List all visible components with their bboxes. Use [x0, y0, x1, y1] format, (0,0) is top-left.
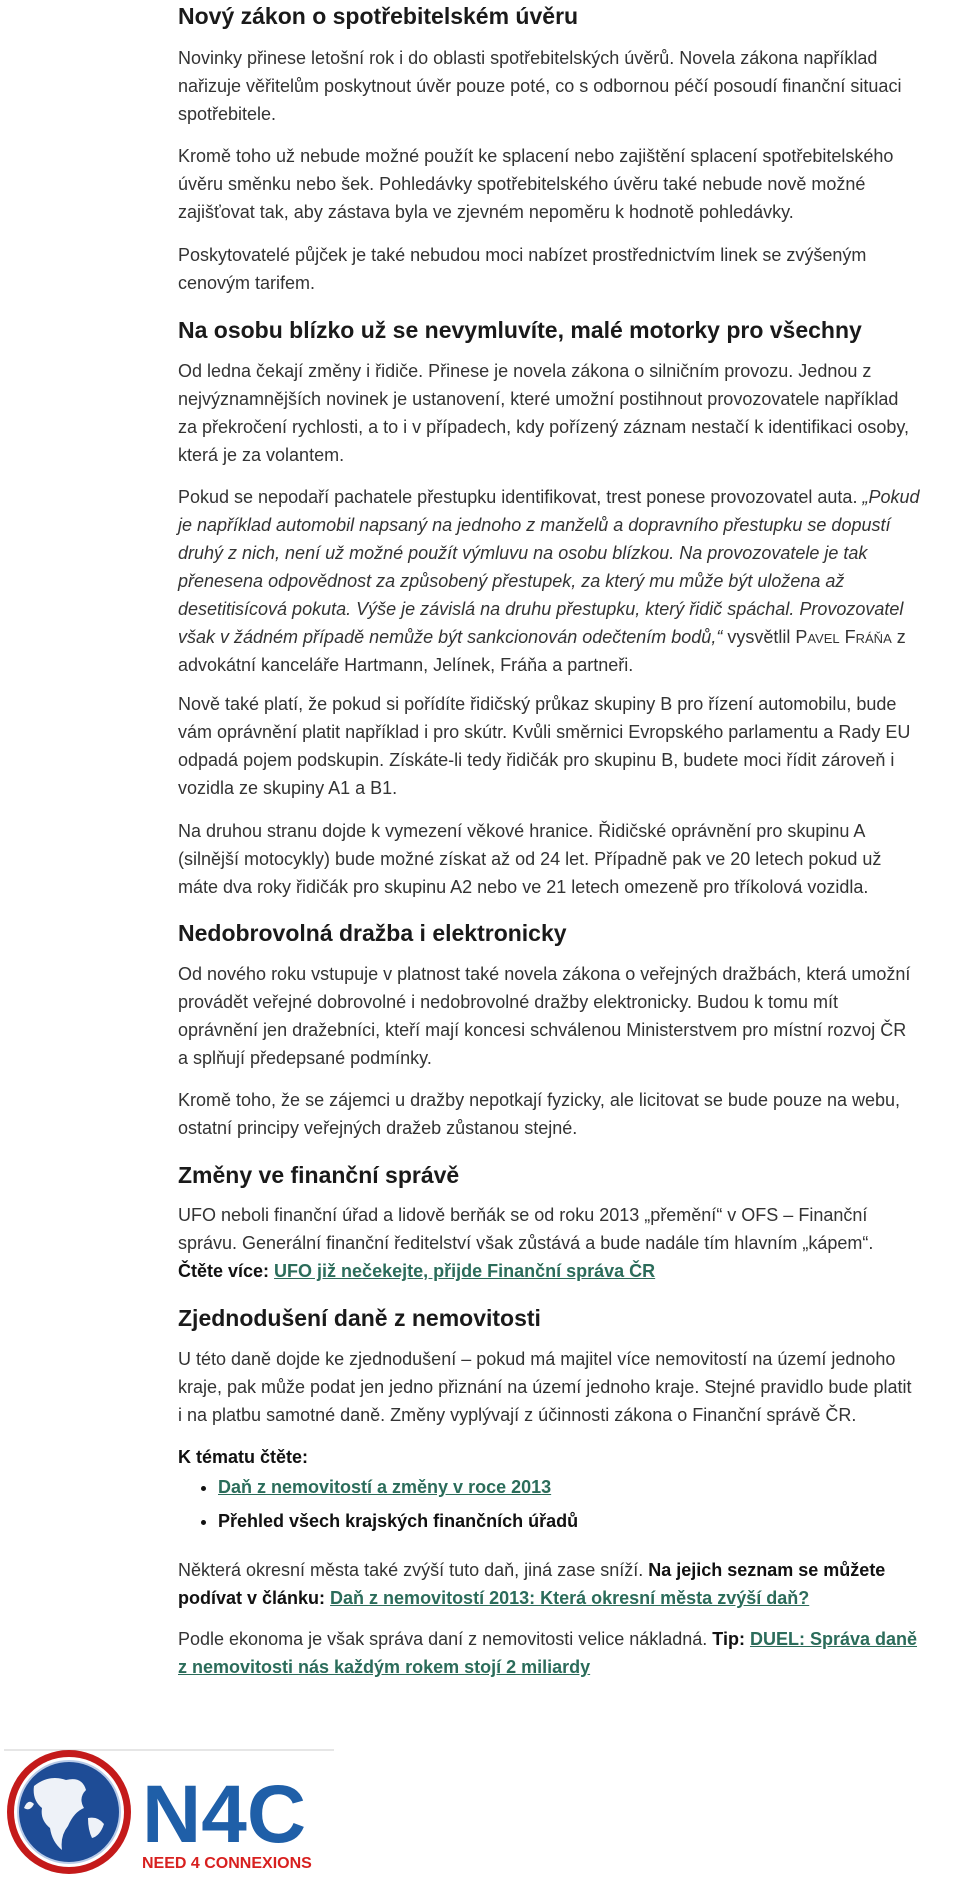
quote: „Pokud je například automobil napsaný na jednoho z manželů a dopravního přestupku se dopustí druhý z nich, není už možné použít výmluvu na osobu blízkou. Na provozovatele je tak přenesena odpovědnost za způsobený přestupek, za který mu může být uložena až desetitisícová pokuta. Výše je závislá na druhu přestupku, který řidič spáchal. Provozovatel však v žádném případě nemůže být sankcionován odečtením bodů,“ — [178, 487, 920, 647]
paragraph: Od ledna čekají změny i řidiče. Přinese je novela zákona o silničním provozu. Jednou z nejvýznamnějších novinek je ustanovení, které umožní postihnout provozovatele například za překročení rychlosti, a to i v případech, kdy pořízený záznam nestačí k identifikaci osoby, která je za volantem. — [178, 361, 910, 465]
paragraph: Nově také platí, že pokud si pořídíte řidičský průkaz skupiny B pro řízení automobilu, bude vám oprávnění platit například i pro skútr. Kvůli směrnici Evropského parlamentu a Rady EU odpadá pojem podskupin. Získáte-li tedy řidičák pro skupinu B, budete moci řídit zároveň i vozidla ze skupiny A1 a B1. — [178, 694, 911, 798]
paragraph: Kromě toho už nebude možné použít ke splacení nebo zajištění splacení spotřebitelského úvěru směnku nebo šek. Pohledávky spotřebitelského úvěru také nebude nově možné zajišťovat tak, aby zástava byla ve zjevném nepoměru k hodnotě pohledávky. — [178, 146, 894, 222]
paragraph: Od nového roku vstupuje v platnost také novela zákona o veřejných dražbách, která umožní provádět veřejné dobrovolné i nedobrovolné dražby elektronicky. Budou k tomu mít oprávnění jen dražebníci, kteří mají koncesi schválenou Ministerstvem pro místní rozvoj ČR a splňují předepsané podmínky. — [178, 964, 911, 1068]
bold-text: Na jejich seznam se můžete podívat v článku: — [178, 1560, 886, 1608]
paragraph: Novinky přinese letošní rok i do oblasti spotřebitelských úvěrů. Novela zákona například nařizuje věřitelům poskytnout úvěr pouze poté, co s odbornou péčí posoudí finanční situaci spotřebitele. — [178, 48, 902, 124]
link-district-cities[interactable]: Daň z nemovitostí 2013: Která okresní města zvýší daň? — [330, 1588, 810, 1608]
logo-mark: N4C — [142, 1769, 307, 1860]
read-more-label: Čtěte více: — [178, 1261, 275, 1281]
paragraph: Poskytovatelé půjček je také nebudou moci nabízet prostřednictvím linek se zvýšeným cenovým tarifem. — [178, 245, 867, 293]
paragraph-text: Některá okresní města také zvýší tuto daň, jiná zase sníží. — [178, 1560, 649, 1580]
paragraph-text: Pokud se nepodaří pachatele přestupku identifikovat, trest ponese provozovatel auta. — [178, 487, 863, 507]
logo-tagline: NEED 4 CONNEXIONS — [142, 1855, 312, 1872]
paragraph: Na druhou stranu dojde k vymezení věkové hranice. Řidičské oprávnění pro skupinu A (silnější motocykly) bude možné získat až od 24 let. Případně pak ve 20 letech pokud už máte dva roky řidičák pro skupinu A2 nebo ve 21 letech omezeně pro tříkolová vozidla. — [178, 821, 882, 897]
n4c-logo — [4, 1746, 344, 1876]
paragraph-text: vysvětlil — [722, 627, 796, 647]
heading-consumer-credit: Nový zákon o spotřebitelském úvěru — [178, 3, 579, 29]
paragraph — [178, 1625, 920, 1681]
paragraph-text: z advokátní kanceláře Hartmann, Jelínek, Fráňa a partneři. — [178, 627, 906, 675]
topic-list — [178, 1470, 578, 1538]
paragraph — [178, 483, 920, 679]
paragraph-text: Podle ekonoma je však správa daní z nemovitosti velice nákladná. — [178, 1629, 713, 1649]
list-item — [218, 1470, 578, 1504]
heading-property-tax: Zjednodušení daně z nemovitosti — [178, 1305, 541, 1331]
heading-financial-admin: Změny ve finanční správě — [178, 1162, 460, 1188]
heading-auction: Nedobrovolná dražba i elektronicky — [178, 920, 567, 946]
heading-close-person: Na osobu blízko už se nevymluvíte, malé motorky pro všechny — [178, 317, 862, 343]
tip-label: Tip: — [712, 1629, 750, 1649]
link-duel[interactable]: DUEL: Správa daně z nemovitosti nás každým rokem stojí 2 miliardy — [178, 1629, 918, 1677]
paragraph — [178, 1201, 920, 1285]
paragraph-text: UFO neboli finanční úřad a lidově berňák se od roku 2013 „přemění“ v OFS – Finanční správu. Generální finanční ředitelství však zůstává a bude nadále tím hlavním „kápem“. — [178, 1205, 874, 1253]
paragraph — [178, 1556, 920, 1612]
link-ufo[interactable]: UFO již nečekejte, přijde Finanční správa ČR — [274, 1261, 656, 1281]
paragraph: U této daně dojde ke zjednodušení – pokud má majitel více nemovitostí na území jednoho kraje, pak může podat jen jedno přiznání na území jednoho kraje. Stejné pravidlo bude platit i na platbu samotné daně. Změny vyplývají z účinnosti zákona o Finanční správě ČR. — [178, 1349, 912, 1425]
person-name: Pavel Fráňa — [795, 627, 892, 647]
topic-label-text: K tématu čtěte: — [178, 1447, 309, 1467]
globe-logo-icon — [4, 1746, 344, 1876]
topic-label — [178, 1443, 308, 1471]
paragraph: Kromě toho, že se zájemci u dražby nepotkají fyzicky, ale licitovat se bude pouze na webu, ostatní principy veřejných dražeb zůstanou stejné. — [178, 1090, 901, 1138]
list-item: • Přehled všech krajských finančních úřadů — [218, 1504, 578, 1538]
link-property-tax-changes[interactable]: Daň z nemovitostí a změny v roce 2013 — [218, 1477, 552, 1497]
